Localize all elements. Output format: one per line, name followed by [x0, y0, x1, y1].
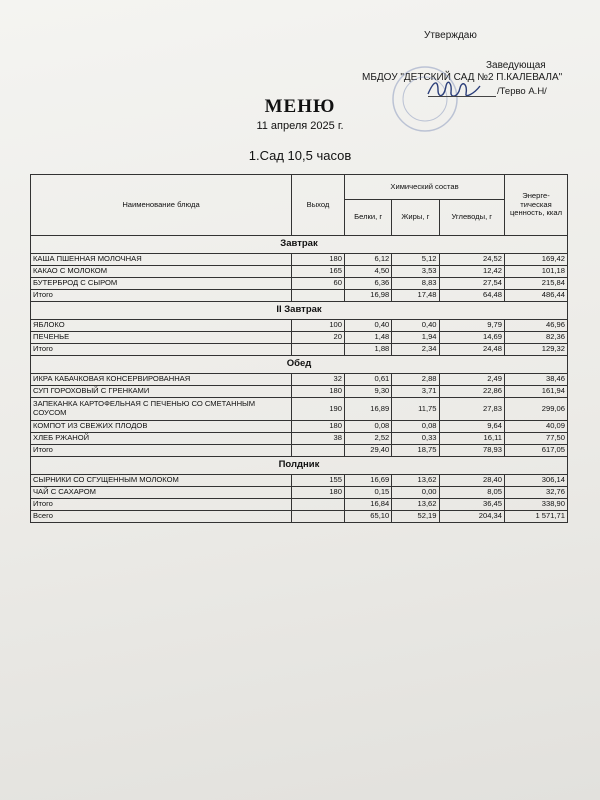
dish-energy: 306,14: [505, 475, 568, 487]
total-protein: 16,98: [345, 290, 392, 302]
section-header: [31, 302, 568, 320]
grand-total-energy: 1 571,71: [505, 511, 568, 523]
table-row: [31, 374, 568, 386]
dish-name: ЗАПЕКАНКА КАРТОФЕЛЬНАЯ С ПЕЧЕНЬЮ СО СМЕТАННЫМ СОУСОМ: [31, 398, 292, 421]
dish-energy: 161,94: [505, 386, 568, 398]
dish-fat: 0,33: [392, 433, 439, 445]
dish-carbs: 28,40: [439, 475, 504, 487]
dish-protein: 16,69: [345, 475, 392, 487]
dish-output: 180: [292, 487, 345, 499]
section-header: [31, 457, 568, 475]
total-fat: 2,34: [392, 344, 439, 356]
dish-protein: 4,50: [345, 266, 392, 278]
dish-carbs: 27,83: [439, 398, 504, 421]
dish-energy: 38,46: [505, 374, 568, 386]
header-output: Выход: [292, 175, 345, 236]
dish-carbs: 8,05: [439, 487, 504, 499]
dish-carbs: 22,86: [439, 386, 504, 398]
total-protein: 1,88: [345, 344, 392, 356]
total-output: [292, 445, 345, 457]
dish-protein: 0,08: [345, 421, 392, 433]
total-energy: 486,44: [505, 290, 568, 302]
total-carbs: 78,93: [439, 445, 504, 457]
dish-fat: 0,08: [392, 421, 439, 433]
total-energy: 617,05: [505, 445, 568, 457]
total-carbs: 24,48: [439, 344, 504, 356]
dish-energy: 169,42: [505, 254, 568, 266]
dish-carbs: 9,64: [439, 421, 504, 433]
header-name: Наименование блюда: [31, 175, 292, 236]
total-label: Итого: [31, 344, 292, 356]
dish-protein: 2,52: [345, 433, 392, 445]
dish-output: 180: [292, 421, 345, 433]
dish-name: ХЛЕБ РЖАНОЙ: [31, 433, 292, 445]
dish-output: 180: [292, 386, 345, 398]
grand-total-output: [292, 511, 345, 523]
section-total-row: [31, 290, 568, 302]
total-output: [292, 344, 345, 356]
total-output: [292, 499, 345, 511]
table-row: [31, 278, 568, 290]
dish-name: КАША ПШЕННАЯ МОЛОЧНАЯ: [31, 254, 292, 266]
dish-energy: 46,96: [505, 320, 568, 332]
dish-name: КОМПОТ ИЗ СВЕЖИХ ПЛОДОВ: [31, 421, 292, 433]
dish-name: ПЕЧЕНЬЕ: [31, 332, 292, 344]
dish-protein: 16,89: [345, 398, 392, 421]
total-fat: 13,62: [392, 499, 439, 511]
dish-output: 60: [292, 278, 345, 290]
total-fat: 18,75: [392, 445, 439, 457]
dish-energy: 32,76: [505, 487, 568, 499]
head-role: Заведующая: [486, 60, 546, 71]
organization-name: МБДОУ "ДЕТСКИЙ САД №2 П.КАЛЕВАЛА": [362, 72, 563, 83]
section-header: [31, 356, 568, 374]
total-protein: 16,84: [345, 499, 392, 511]
dish-fat: 8,83: [392, 278, 439, 290]
total-energy: 338,90: [505, 499, 568, 511]
dish-carbs: 9,79: [439, 320, 504, 332]
dish-energy: 82,36: [505, 332, 568, 344]
section-title: Обед: [31, 356, 568, 374]
table-row: [31, 398, 568, 421]
section-total-row: [31, 499, 568, 511]
grand-total-protein: 65,10: [345, 511, 392, 523]
menu-subtitle: 1.Сад 10,5 часов: [248, 148, 352, 163]
section-title: II Завтрак: [31, 302, 568, 320]
grand-total-carbs: 204,34: [439, 511, 504, 523]
dish-carbs: 16,11: [439, 433, 504, 445]
dish-fat: 5,12: [392, 254, 439, 266]
dish-protein: 6,12: [345, 254, 392, 266]
dish-carbs: 27,54: [439, 278, 504, 290]
approval-label: Утверждаю: [424, 30, 477, 41]
header-protein: Белки, г: [345, 200, 392, 236]
dish-fat: 11,75: [392, 398, 439, 421]
dish-energy: 299,06: [505, 398, 568, 421]
dish-output: 190: [292, 398, 345, 421]
dish-protein: 1,48: [345, 332, 392, 344]
section-total-row: [31, 344, 568, 356]
grand-total-label: Всего: [31, 511, 292, 523]
dish-name: КАКАО С МОЛОКОМ: [31, 266, 292, 278]
menu-date: 11 апреля 2025 г.: [256, 120, 344, 132]
header-carbs: Углеводы, г: [439, 200, 504, 236]
dish-fat: 1,94: [392, 332, 439, 344]
page-title: МЕНЮ: [264, 96, 336, 117]
dish-output: 38: [292, 433, 345, 445]
dish-name: ЯБЛОКО: [31, 320, 292, 332]
dish-fat: 2,88: [392, 374, 439, 386]
table-row: [31, 254, 568, 266]
total-protein: 29,40: [345, 445, 392, 457]
total-carbs: 64,48: [439, 290, 504, 302]
dish-energy: 77,50: [505, 433, 568, 445]
total-fat: 17,48: [392, 290, 439, 302]
dish-name: СЫРНИКИ СО СГУЩЕННЫМ МОЛОКОМ: [31, 475, 292, 487]
total-output: [292, 290, 345, 302]
dish-output: 165: [292, 266, 345, 278]
dish-protein: 0,15: [345, 487, 392, 499]
dish-carbs: 24,52: [439, 254, 504, 266]
dish-energy: 215,84: [505, 278, 568, 290]
dish-name: ЧАЙ С САХАРОМ: [31, 487, 292, 499]
menu-table-body: [31, 236, 568, 523]
dish-output: 155: [292, 475, 345, 487]
dish-carbs: 14,69: [439, 332, 504, 344]
table-row: [31, 332, 568, 344]
section-title: Полдник: [31, 457, 568, 475]
dish-output: 100: [292, 320, 345, 332]
dish-carbs: 2,49: [439, 374, 504, 386]
dish-output: 180: [292, 254, 345, 266]
dish-fat: 13,62: [392, 475, 439, 487]
header-chem: Химический состав: [345, 175, 505, 200]
section-title: Завтрак: [31, 236, 568, 254]
total-label: Итого: [31, 499, 292, 511]
table-row: [31, 266, 568, 278]
dish-name: ИКРА КАБАЧКОВАЯ КОНСЕРВИРОВАННАЯ: [31, 374, 292, 386]
signatory-name: /Терво А.Н/: [497, 86, 547, 97]
total-label: Итого: [31, 445, 292, 457]
table-row: [31, 475, 568, 487]
dish-fat: 0,40: [392, 320, 439, 332]
dish-output: 32: [292, 374, 345, 386]
dish-protein: 0,40: [345, 320, 392, 332]
dish-name: БУТЕРБРОД С СЫРОМ: [31, 278, 292, 290]
dish-protein: 6,36: [345, 278, 392, 290]
section-header: [31, 236, 568, 254]
dish-fat: 3,71: [392, 386, 439, 398]
section-total-row: [31, 445, 568, 457]
dish-fat: 0,00: [392, 487, 439, 499]
dish-protein: 9,30: [345, 386, 392, 398]
total-label: Итого: [31, 290, 292, 302]
dish-name: СУП ГОРОХОВЫЙ С ГРЕНКАМИ: [31, 386, 292, 398]
table-row: [31, 421, 568, 433]
grand-total-row: [31, 511, 568, 523]
menu-table: [30, 174, 568, 523]
dish-energy: 101,18: [505, 266, 568, 278]
dish-fat: 3,53: [392, 266, 439, 278]
dish-output: 20: [292, 332, 345, 344]
table-row: [31, 433, 568, 445]
header-energy: Энерге-тическая ценность, ккал: [505, 175, 568, 236]
grand-total-fat: 52,19: [392, 511, 439, 523]
dish-energy: 40,09: [505, 421, 568, 433]
table-row: [31, 487, 568, 499]
table-row: [31, 386, 568, 398]
table-row: [31, 320, 568, 332]
dish-protein: 0,61: [345, 374, 392, 386]
total-energy: 129,32: [505, 344, 568, 356]
total-carbs: 36,45: [439, 499, 504, 511]
header-fat: Жиры, г: [392, 200, 439, 236]
dish-carbs: 12,42: [439, 266, 504, 278]
